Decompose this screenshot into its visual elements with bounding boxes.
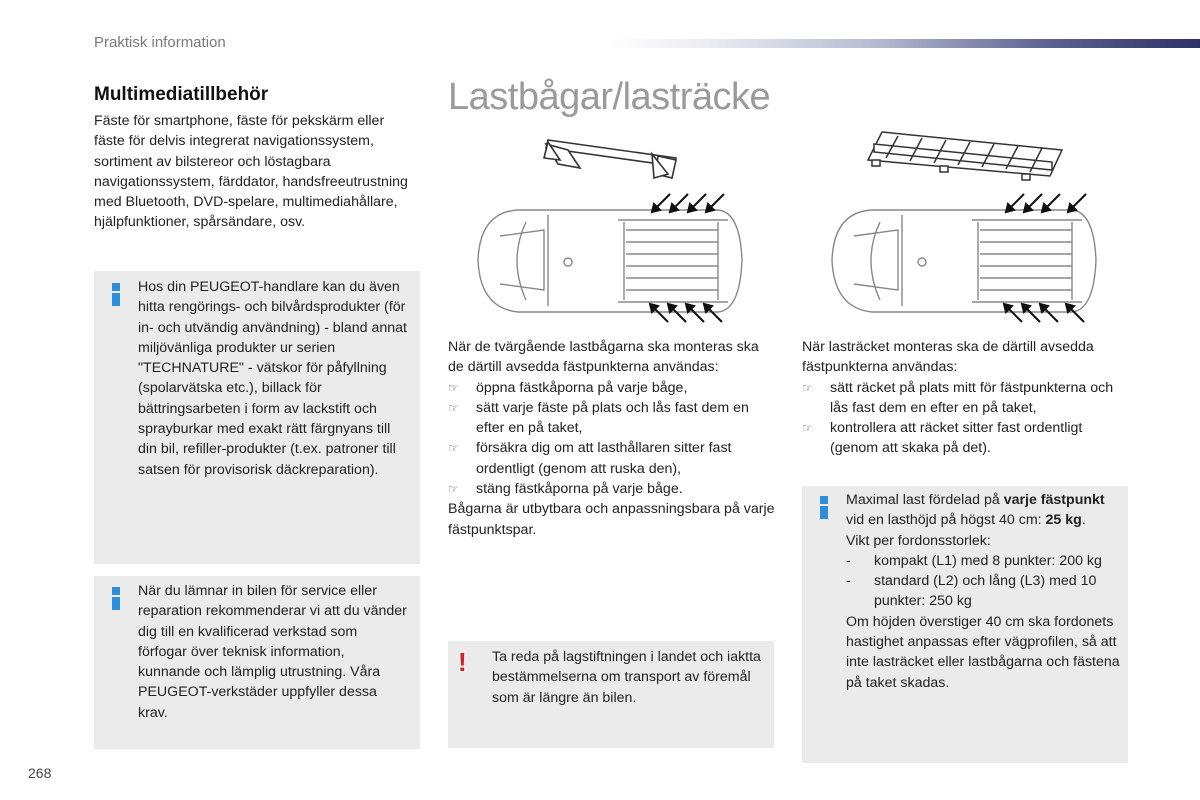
pointing-hand-icon: ☞ [448, 482, 459, 497]
roof-bars-outro: Bågarna är utbytbara och anpassningsbara på varje fästpunktspar. [448, 501, 775, 538]
header-decoration-bar [604, 39, 1200, 48]
info-box-text: När du lämnar in bilen för service eller reparation rekommenderar vi att du vänder dig till en kvalificerad verkstad som förfogar över teknisk information, kunnande och lämplig utrustning. Våra PEUGEOT-verkstäder uppfyller dessa krav. [138, 583, 407, 721]
info-box-service [94, 576, 420, 749]
step-text: sätt räcket på plats mitt för fästpunkterna och lås fast dem en efter en på taket, [830, 379, 1114, 416]
height-warning-text: Om höjden överstiger 40 cm ska fordonets hastighet anpassas efter vägprofilen, så att inte lasträcket eller lastbågarna och fästena på taket skadas. [846, 613, 1120, 691]
van-top-view [478, 210, 742, 312]
info-icon [112, 587, 120, 610]
list-item [448, 438, 778, 479]
weight-item-text: standard (L2) och lång (L3) med 10 punkter: 250 kg [874, 573, 1097, 610]
step-text: öppna fästkåporna på varje båge, [476, 379, 688, 396]
step-text: kontrollera att räcket sitter fast ordentligt (genom att skaka på det). [830, 420, 1083, 457]
exclamation-warning-icon: ! [458, 647, 467, 677]
section-title-multimedia: Multimediatillbehör [94, 84, 269, 105]
warning-box-legislation [448, 641, 774, 748]
max-load-value: 25 kg [1045, 512, 1082, 529]
list-item [448, 479, 778, 499]
weight-heading: Vikt per fordonsstorlek: [846, 532, 991, 549]
step-text: försäkra dig om att lasthållaren sitter fast ordentligt (genom att ruska den), [476, 440, 732, 477]
running-header: Praktisk information [94, 34, 226, 51]
list-item: - standard (L2) och lång (L3) med 10 punkter: 250 kg [846, 573, 1097, 610]
pointing-hand-icon: ☞ [802, 380, 813, 395]
list-item [448, 398, 778, 439]
max-load-text [846, 490, 1124, 693]
roof-rack-instructions [802, 337, 1132, 459]
roof-bars-steps [448, 378, 778, 500]
roof-rack-illustration [802, 130, 1132, 335]
pointing-hand-icon: ☞ [448, 380, 459, 395]
roof-rack-intro: När lasträcket monteras ska de därtill avsedda fästpunkterna användas: [802, 339, 1094, 376]
list-item [448, 378, 778, 398]
text-segment: Maximal last fördelad på [846, 492, 1004, 508]
page-number: 268 [28, 765, 52, 781]
emphasis-text: varje fästpunkt [1003, 492, 1105, 508]
list-item [802, 418, 1132, 459]
roof-rack-steps [802, 378, 1132, 459]
list-item: - kompakt (L1) med 8 punkter: 200 kg [846, 552, 1102, 569]
roof-bars-instructions [448, 337, 778, 540]
max-load-line [846, 490, 1124, 531]
multimedia-description: Fäste för smartphone, fäste för pekskärm eller fäste för delvis integrerat navigationssystem, sortiment av bilstereor och löstagbara navigationssystem, färddator, handsfreeutrustning med Bluetooth, DVD-spelare, multimediahållare, hjälpfunktioner, spårsändare, osv. [94, 113, 408, 231]
info-icon [112, 283, 120, 306]
info-box-text: Hos din PEUGEOT-handlare kan du även hitta rengörings- och bilvårdsprodukter (för in- och utvändig användning) - bland annat miljövänliga produkter ur serien "TECHNATURE" - vätskor för påfyllning (spolarvätska etc.), billack för bättringsarbeten i form av lackstift och sprayburkar med exakt rätt färgnyans till din bil, refiller-produkter (t.ex. patroner till satsen för provisorisk däckreparation). [138, 279, 407, 478]
info-box-cleaning-products [94, 271, 420, 564]
weight-item-text: kompakt (L1) med 8 punkter: 200 kg [874, 552, 1102, 569]
text-segment: vid en lasthöjd på högst 40 cm: [846, 512, 1046, 529]
step-text: stäng fästkåporna på varje båge. [476, 481, 683, 498]
page-title: Lastbågar/lasträcke [448, 76, 771, 118]
pointing-hand-icon: ☞ [802, 421, 813, 436]
roof-bars-intro: När de tvärgående lastbågarna ska monteras ska de därtill avsedda fästpunkterna användas: [448, 339, 759, 376]
info-icon [820, 496, 828, 519]
weight-list [846, 551, 1124, 612]
info-box-max-load [802, 486, 1128, 763]
step-text: sätt varje fäste på plats och lås fast dem en efter en på taket, [476, 399, 749, 437]
roof-bars-illustration [448, 130, 778, 335]
pointing-hand-icon: ☞ [448, 441, 459, 456]
text-segment: . [1081, 512, 1086, 529]
warning-text: Ta reda på lagstiftningen i landet och iaktta bestämmelserna om transport av föremål som är längre än bilen. [492, 649, 761, 706]
list-item [802, 378, 1132, 419]
pointing-hand-icon: ☞ [448, 400, 459, 415]
